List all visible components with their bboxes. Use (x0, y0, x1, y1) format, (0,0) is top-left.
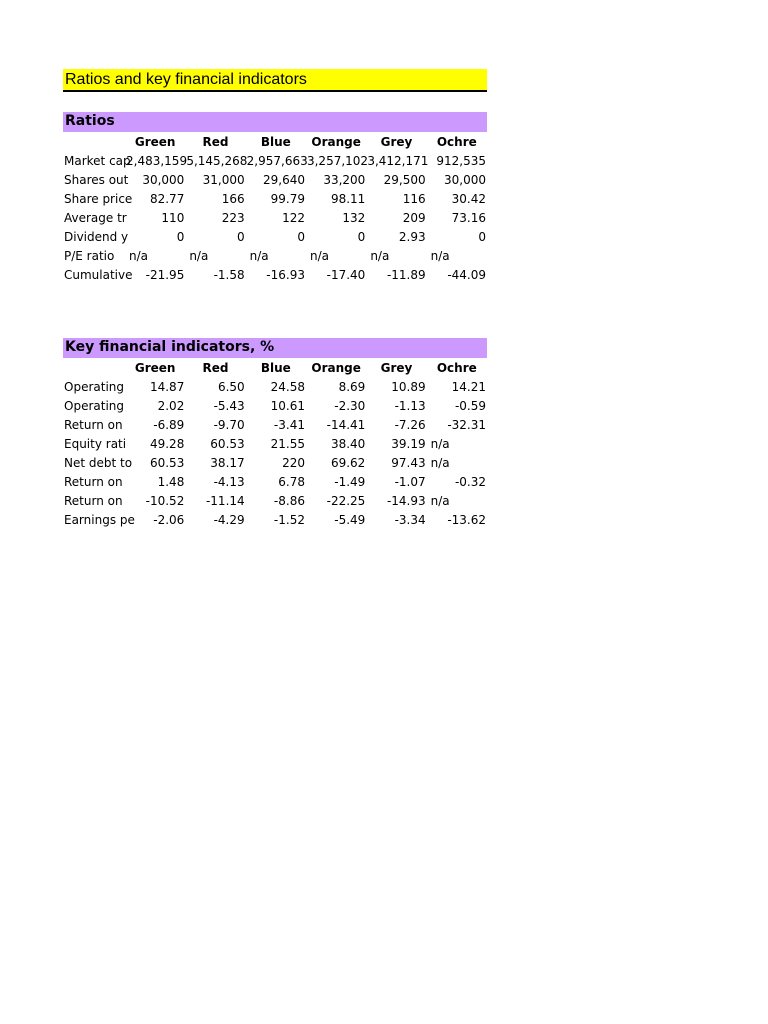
table-cell: 0 (478, 229, 486, 244)
table-cell: -8.86 (273, 493, 305, 508)
row-label: P/E ratio (64, 248, 115, 263)
table-cell: 2.93 (398, 229, 426, 244)
table-row (63, 453, 487, 472)
table-cell: -1.07 (394, 474, 426, 489)
row-label: Net debt to (64, 455, 133, 470)
table-cell: 14.21 (451, 379, 486, 394)
table-cell: 5,145,268 (186, 153, 248, 168)
table-cell: -2.06 (153, 512, 185, 527)
table-cell: -14.41 (326, 417, 366, 432)
table-cell: 14.87 (149, 379, 185, 394)
table-cell: 29,640 (262, 172, 305, 187)
table-cell: -11.14 (205, 493, 245, 508)
table-cell: n/a (430, 436, 450, 451)
column-header: Green (134, 134, 176, 149)
table-cell: 10.89 (391, 379, 426, 394)
table-cell: 21.55 (270, 436, 305, 451)
table-cell: -6.89 (153, 417, 185, 432)
column-header: Grey (380, 134, 413, 149)
table-cell: -17.40 (326, 267, 366, 282)
table-cell: 220 (282, 455, 305, 470)
table-cell: 110 (161, 210, 185, 225)
table-cell: 49.28 (149, 436, 185, 451)
row-label: Share price (64, 191, 133, 206)
table-cell: n/a (189, 248, 209, 263)
table-cell: 6.50 (217, 379, 245, 394)
table-cell: 122 (282, 210, 305, 225)
row-label: Cumulative (64, 267, 133, 282)
table-cell: n/a (309, 248, 329, 263)
table-row (63, 472, 487, 491)
table-cell: 29,500 (383, 172, 426, 187)
table-cell: -10.52 (145, 493, 185, 508)
row-label: Operating (64, 398, 124, 413)
table-row (63, 170, 487, 189)
table-cell: n/a (249, 248, 269, 263)
table-cell: -7.26 (394, 417, 426, 432)
table-cell: 209 (402, 210, 426, 225)
table-cell: 33,200 (323, 172, 366, 187)
row-label: Average tr (64, 210, 127, 225)
table-cell: -44.09 (447, 267, 486, 282)
table-cell: 31,000 (202, 172, 245, 187)
column-header: Grey (380, 360, 413, 375)
table-cell: -4.13 (213, 474, 245, 489)
table-cell: n/a (370, 248, 390, 263)
table-cell: n/a (430, 248, 450, 263)
table-cell: 82.77 (149, 191, 185, 206)
table-cell: 6.78 (278, 474, 305, 489)
table-cell: 132 (342, 210, 366, 225)
column-header: Red (202, 360, 229, 375)
table-row (63, 208, 487, 227)
table-cell: -1.58 (213, 267, 245, 282)
table-cell: 97.43 (391, 455, 426, 470)
table-row (63, 151, 487, 170)
column-header: Blue (260, 134, 291, 149)
indicators-heading: Key financial indicators, % (65, 339, 275, 355)
row-label: Operating (64, 379, 124, 394)
table-cell: -5.49 (334, 512, 366, 527)
indicators-section-header (63, 338, 487, 358)
table-cell: 116 (402, 191, 426, 206)
table-cell: -2.30 (334, 398, 366, 413)
table-cell: 69.62 (330, 455, 366, 470)
table-cell: -4.29 (213, 512, 245, 527)
column-header: Orange (311, 134, 361, 149)
column-header-row (63, 358, 487, 377)
table-cell: -21.95 (145, 267, 185, 282)
table-cell: 30.42 (451, 191, 486, 206)
column-header: Green (134, 360, 176, 375)
row-label: Shares out (64, 172, 129, 187)
ratios-section-header (63, 112, 487, 132)
table-cell: -0.59 (454, 398, 486, 413)
table-row (63, 491, 487, 510)
table-cell: 73.16 (451, 210, 486, 225)
corner-cell (63, 358, 125, 377)
indicators-table (63, 358, 487, 529)
table-row (63, 510, 487, 529)
table-cell: n/a (430, 455, 450, 470)
ratios-heading: Ratios (65, 113, 115, 129)
table-cell: 30,000 (444, 172, 486, 187)
row-label: Return on (64, 474, 123, 489)
column-header-row (63, 132, 487, 151)
table-cell: 0 (176, 229, 185, 244)
table-cell: 223 (221, 210, 245, 225)
table-cell: 38.40 (330, 436, 366, 451)
table-row (63, 189, 487, 208)
corner-cell (63, 132, 125, 151)
row-label: Dividend y (64, 229, 129, 244)
column-header: Ochre (436, 134, 477, 149)
table-cell: -1.49 (334, 474, 366, 489)
table-cell: 0 (237, 229, 245, 244)
row-label: Return on (64, 493, 123, 508)
table-cell: 1.48 (157, 474, 185, 489)
column-header: Blue (260, 360, 291, 375)
table-cell: 60.53 (210, 436, 245, 451)
table-cell: -1.52 (273, 512, 305, 527)
table-cell: -14.93 (386, 493, 426, 508)
row-label: Earnings pe (64, 512, 135, 527)
table-cell: 3,412,171 (367, 153, 429, 168)
table-cell: 98.11 (330, 191, 366, 206)
table-cell: -0.32 (454, 474, 486, 489)
table-cell: 10.61 (270, 398, 305, 413)
table-row (63, 434, 487, 453)
table-cell: 912,535 (436, 153, 486, 168)
table-cell: 30,000 (142, 172, 185, 187)
row-label: Equity rati (64, 436, 127, 451)
row-label: Return on (64, 417, 123, 432)
ratios-table (63, 132, 487, 284)
table-cell: 38.17 (210, 455, 245, 470)
table-cell: 0 (357, 229, 366, 244)
table-cell: 39.19 (391, 436, 426, 451)
table-cell: 3,257,102 (306, 153, 369, 168)
column-header: Ochre (436, 360, 477, 375)
table-cell: -13.62 (447, 512, 486, 527)
table-cell: -11.89 (386, 267, 426, 282)
table-cell: n/a (430, 493, 450, 508)
table-cell: 2,483,159 (126, 153, 188, 168)
table-cell: 166 (221, 191, 245, 206)
table-cell: -32.31 (447, 417, 486, 432)
table-cell: 0 (297, 229, 305, 244)
table-cell: n/a (129, 248, 149, 263)
table-row (63, 246, 487, 265)
column-header: Red (202, 134, 229, 149)
table-cell: 24.58 (270, 379, 305, 394)
row-label: Market cap (64, 153, 131, 168)
table-cell: 2,957,663 (246, 153, 308, 168)
sheet-title-bar (63, 69, 487, 92)
table-row (63, 265, 487, 284)
sheet-title: Ratios and key financial indicators (65, 71, 307, 88)
table-cell: -3.41 (273, 417, 305, 432)
table-cell: 2.02 (157, 398, 185, 413)
table-cell: 60.53 (149, 455, 185, 470)
table-cell: -22.25 (326, 493, 366, 508)
table-row (63, 227, 487, 246)
table-row (63, 377, 487, 396)
table-cell: 99.79 (270, 191, 305, 206)
table-cell: -16.93 (266, 267, 305, 282)
table-cell: -1.13 (394, 398, 426, 413)
column-header: Orange (311, 360, 361, 375)
table-cell: -3.34 (394, 512, 426, 527)
table-cell: -5.43 (213, 398, 245, 413)
table-cell: -9.70 (213, 417, 245, 432)
table-row (63, 396, 487, 415)
table-row (63, 415, 487, 434)
table-cell: 8.69 (338, 379, 366, 394)
